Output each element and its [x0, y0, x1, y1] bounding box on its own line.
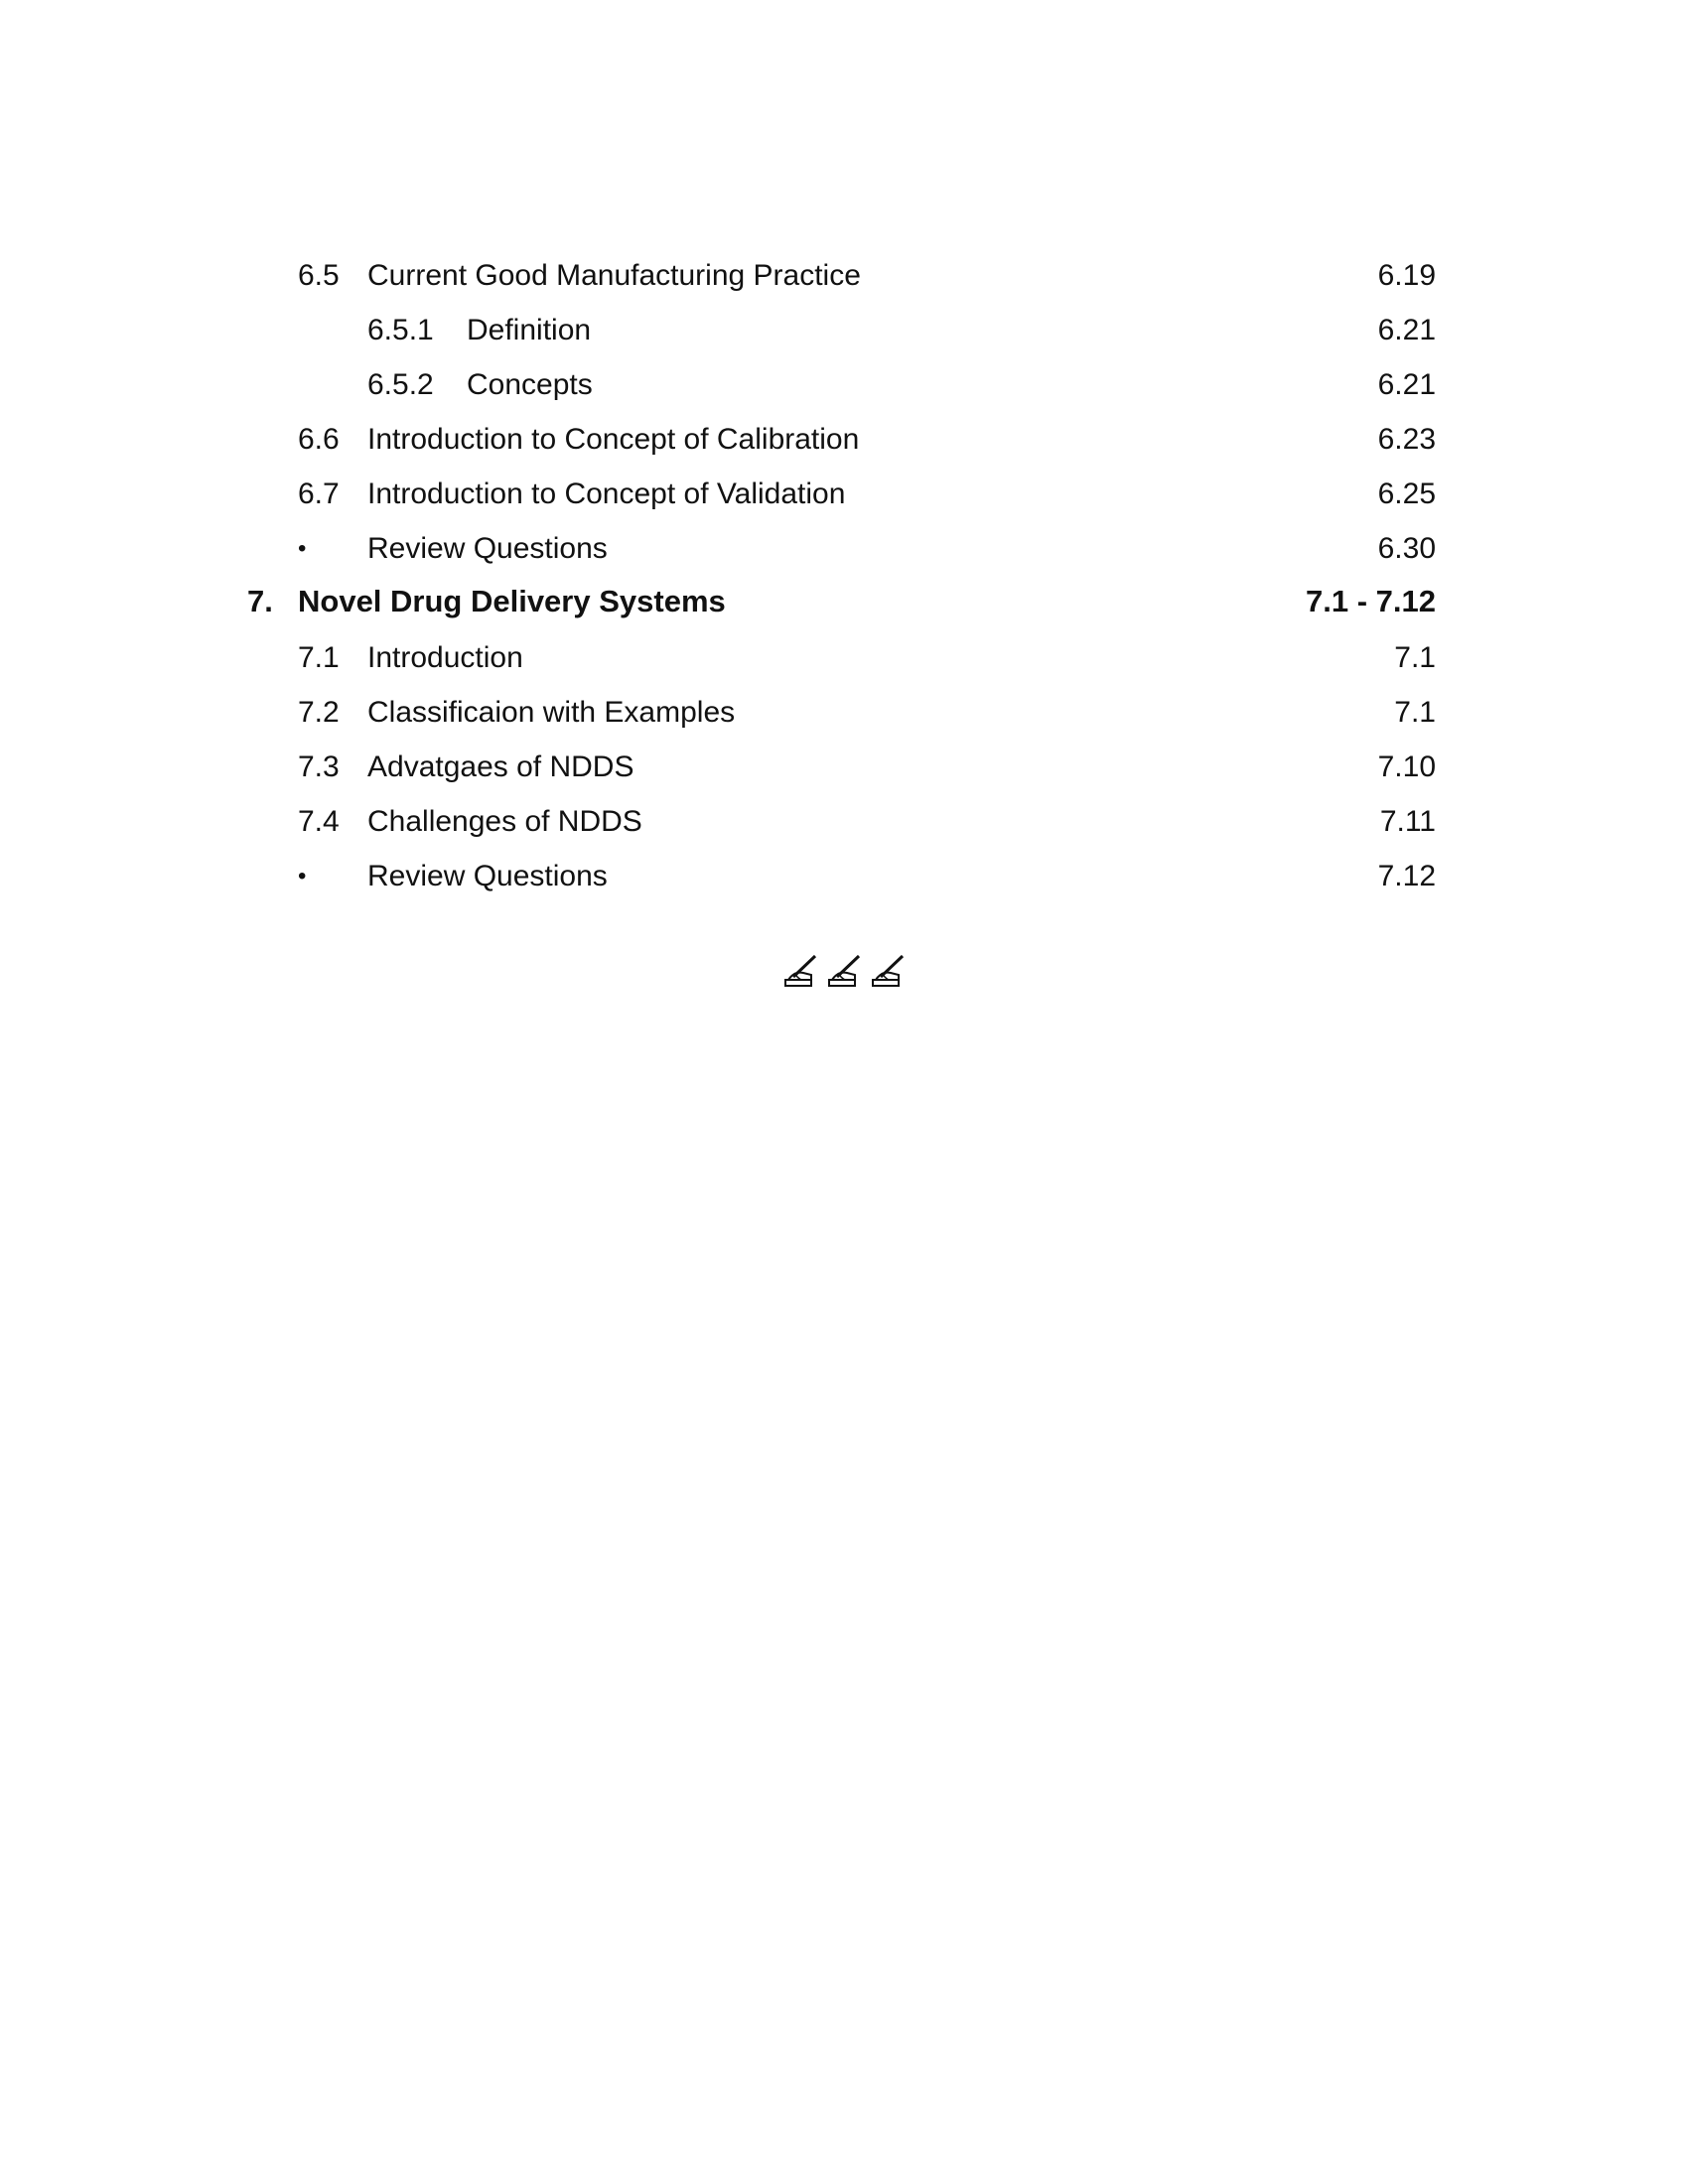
toc-entry-title: Current Good Manufacturing Practice [367, 259, 861, 292]
toc-entry-6-5-2 [0, 357, 1688, 413]
toc-entry-6-5 [0, 248, 1688, 304]
toc-entry-7-3 [0, 740, 1688, 795]
toc-entry-page: 6.21 [1377, 368, 1436, 401]
toc-entry-review-questions-6 [0, 521, 1688, 577]
toc-entry-number: 6.5.2 [367, 368, 434, 401]
toc-entry-number: 7.3 [298, 751, 340, 783]
toc-entry-page: 7.11 [1379, 805, 1436, 838]
toc-entry-page: 6.23 [1377, 423, 1436, 456]
toc-entry-page: 6.19 [1377, 259, 1436, 292]
chapter-page-range: 7.1 - 7.12 [1306, 584, 1436, 618]
toc-entry-7-2 [0, 685, 1688, 741]
toc-entry-review-questions-7 [0, 849, 1688, 904]
toc-entry-number: 7.2 [298, 696, 340, 729]
toc-entry-title: Introduction to Concept of Validation [367, 478, 846, 510]
toc-entry-7-1 [0, 630, 1688, 686]
toc-entry-title: Review Questions [367, 532, 608, 565]
toc-entry-title: Introduction [367, 641, 523, 674]
toc-entry-6-5-1 [0, 303, 1688, 358]
chapter-number: 7. [247, 584, 273, 618]
writing-hand-icon [826, 953, 864, 989]
toc-entry-7-4 [0, 794, 1688, 850]
writing-hand-icon [870, 953, 908, 989]
toc-entry-title: Introduction to Concept of Calibration [367, 423, 860, 456]
toc-entry-title: Advatgaes of NDDS [367, 751, 634, 783]
toc-entry-title: Review Questions [367, 860, 608, 892]
toc-entry-number: 6.6 [298, 423, 340, 456]
toc-entry-page: 6.21 [1377, 314, 1436, 346]
toc-entry-number: 7.1 [298, 641, 340, 674]
toc-entry-title: Concepts [467, 368, 593, 401]
end-ornament [782, 953, 908, 989]
chapter-title: Novel Drug Delivery Systems [298, 584, 726, 618]
toc-entry-title: Definition [467, 314, 592, 346]
toc-entry-page: 6.25 [1377, 478, 1436, 510]
toc-entry-number: 7.4 [298, 805, 340, 838]
toc-entry-page: 7.1 [1394, 641, 1436, 674]
toc-entry-number: 6.5 [298, 259, 340, 292]
toc-entry-6-7 [0, 467, 1688, 522]
writing-hand-icon [782, 953, 820, 989]
toc-entry-number: 6.7 [298, 478, 340, 510]
bullet-icon: • [298, 863, 307, 889]
toc-entry-title: Challenges of NDDS [367, 805, 642, 838]
toc-entry-title: Classificaion with Examples [367, 696, 736, 729]
toc-entry-number: 6.5.1 [367, 314, 434, 346]
toc-entry-page: 7.10 [1377, 751, 1436, 783]
toc-entry-6-6 [0, 412, 1688, 468]
toc-chapter-7 [0, 574, 1688, 629]
bullet-icon: • [298, 535, 307, 562]
toc-entry-page: 6.30 [1377, 532, 1436, 565]
toc-entry-page: 7.1 [1394, 696, 1436, 729]
toc-entry-page: 7.12 [1377, 860, 1436, 892]
